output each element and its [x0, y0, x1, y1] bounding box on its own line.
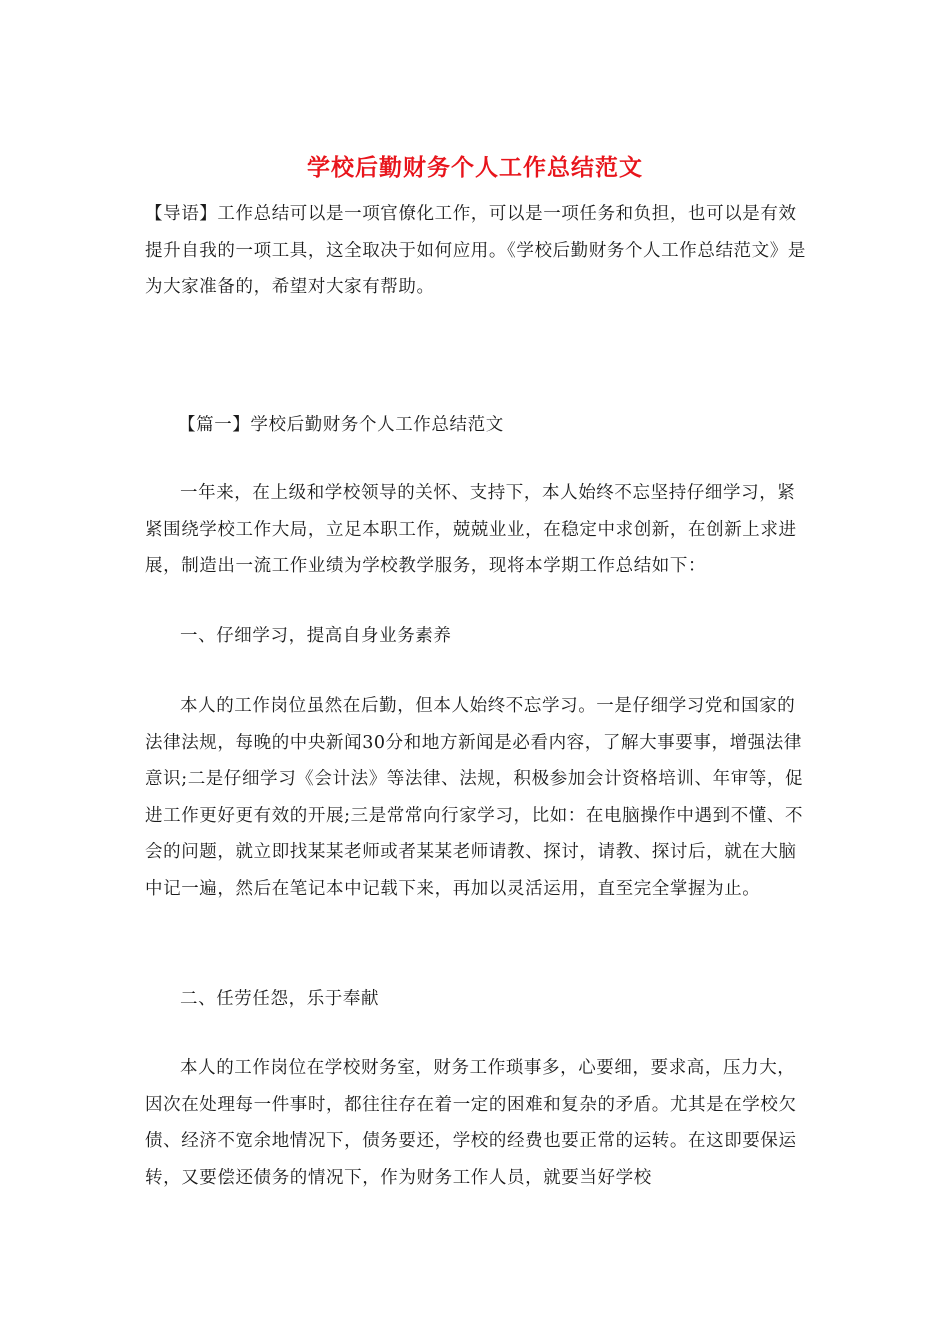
intro-text: 【导语】工作总结可以是一项官僚化工作，可以是一项任务和负担，也可以是有效提升自我的一项工具，这全取决于如何应用。《学校后勤财务个人工作总结范文》是为大家准备的，希望对大家有帮助。 — [145, 204, 806, 297]
paragraph-1-text: 一年来，在上级和学校领导的关怀、支持下，本人始终不忘坚持仔细学习，紧紧围绕学校工作大局，立足本职工作，兢兢业业，在稳定中求创新，在创新上求进展，制造出一流工作业绩为学校教学服务，现将本学期工作总结如下： — [145, 483, 797, 576]
heading-1-text: 一、仔细学习，提高自身业务素养 — [180, 626, 452, 646]
paragraph-2-text: 本人的工作岗位虽然在后勤，但本人始终不忘学习。一是仔细学习党和国家的法律法规，每晚的中央新闻30分和地方新闻是必看内容，了解大事要事，增强法律意识;二是仔细学习《会计法》等法律、法规，积极参加会计资格培训、年审等，促进工作更好更有效的开展;三是常常向行家学习，比如：在电脑操作中遇到不懂、不会的问题，就立即找某某老师或者某某老师请教、探讨，请教、探讨后，就在大脑中记一遍，然后在笔记本中记载下来，再加以灵活运用，直至完全掌握为止。 — [145, 696, 804, 899]
paragraph-3-text: 本人的工作岗位在学校财务室，财务工作琐事多，心要细，要求高，压力大，因次在处理每一件事时，都往往存在着一定的困难和复杂的矛盾。尤其是在学校欠债、经济不宽余地情况下，债务要还，学校的经费也要正常的运转。在这即要保运转，又要偿还债务的情况下，作为财务工作人员，就要当好学校 — [145, 1058, 797, 1188]
section-title-text: 【篇一】学校后勤财务个人工作总结范文 — [178, 415, 504, 435]
section-title — [178, 407, 843, 444]
heading-1 — [145, 618, 810, 655]
heading-2 — [145, 981, 810, 1018]
paragraph-2 — [145, 688, 810, 907]
intro-paragraph — [145, 196, 810, 306]
paragraph-1 — [145, 475, 810, 585]
document-title: 学校后勤财务个人工作总结范文 — [307, 154, 643, 181]
paragraph-3 — [145, 1050, 810, 1196]
heading-2-text: 二、任劳任怨，乐于奉献 — [180, 989, 380, 1009]
